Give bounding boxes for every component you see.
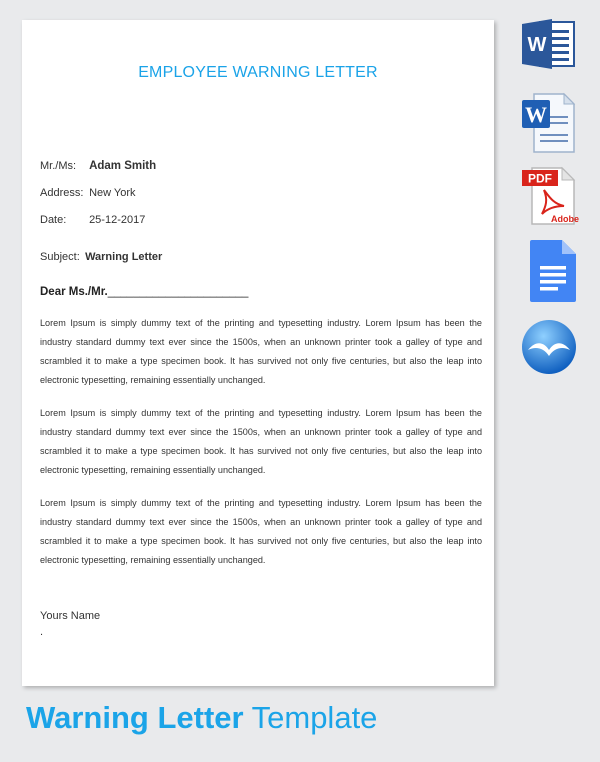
- word-2003-icon[interactable]: [520, 92, 576, 154]
- template-title-rest: Template: [243, 700, 378, 735]
- letter-title: EMPLOYEE WARNING LETTER: [138, 64, 378, 81]
- date-value: 25-12-2017: [89, 214, 146, 226]
- date-row: [40, 214, 145, 226]
- google-docs-icon-graphic: [528, 238, 578, 304]
- pdf-icon-graphic: [520, 166, 579, 226]
- subject-label: Subject:: [40, 251, 80, 263]
- word-2013-letter: W: [527, 34, 547, 56]
- letter-document: [22, 20, 494, 686]
- salutation-blank: ______________________: [107, 286, 249, 298]
- word-2003-icon-graphic: [520, 92, 576, 154]
- date-label: Date:: [40, 214, 67, 226]
- recipient-name-label: Mr./Ms:: [40, 160, 77, 172]
- openoffice-icon-graphic: [520, 318, 578, 376]
- signoff-name: Yours Name: [40, 610, 101, 622]
- address-row: [40, 187, 136, 199]
- body-paragraph-2: Lorem Ipsum is simply dummy text of the printing and typesetting industry. Lorem Ipsum has been the industry standard dummy text ever since the 1500s, when an unknown printer took a galley of type and scrambled it to make a type specimen book. It has survived not only five centuries, but also the leap into electronic typesetting, remaining essentially unchanged.: [40, 408, 482, 475]
- recipient-name-value: Adam Smith: [89, 160, 157, 172]
- subject-value: Warning Letter: [85, 251, 163, 263]
- subject-row: [40, 251, 162, 263]
- body-paragraph-1: Lorem Ipsum is simply dummy text of the printing and typesetting industry. Lorem Ipsum has been the industry standard dummy text ever since the 1500s, when an unknown printer took a galley of type and scrambled it to make a type specimen book. It has survived not only five centuries, but also the leap into electronic typesetting, remaining essentially unchanged.: [40, 318, 482, 385]
- pdf-icon[interactable]: [520, 166, 579, 226]
- body-paragraph-3: Lorem Ipsum is simply dummy text of the printing and typesetting industry. Lorem Ipsum has been the industry standard dummy text ever since the 1500s, when an unknown printer took a galley of type and scrambled it to make a type specimen book. It has survived not only five centuries, but also the leap into electronic typesetting, remaining essentially unchanged.: [40, 498, 482, 565]
- template-title: [26, 700, 377, 736]
- openoffice-icon[interactable]: [520, 318, 578, 376]
- recipient-name-row: [40, 160, 156, 172]
- address-value: New York: [89, 187, 136, 199]
- salutation: [40, 286, 248, 298]
- signoff-dot: .: [40, 626, 44, 638]
- salutation-text: Dear Ms./Mr.: [40, 286, 108, 298]
- address-label: Address:: [40, 187, 84, 199]
- word-2013-icon[interactable]: [520, 18, 576, 70]
- pdf-badge-text: PDF: [528, 171, 552, 186]
- word-2003-letter: W: [525, 102, 547, 127]
- pdf-brand-text: Adobe: [551, 214, 579, 224]
- word-2013-icon-graphic: [520, 18, 576, 70]
- template-title-strong: Warning Letter: [26, 700, 244, 735]
- google-docs-icon[interactable]: [528, 238, 578, 304]
